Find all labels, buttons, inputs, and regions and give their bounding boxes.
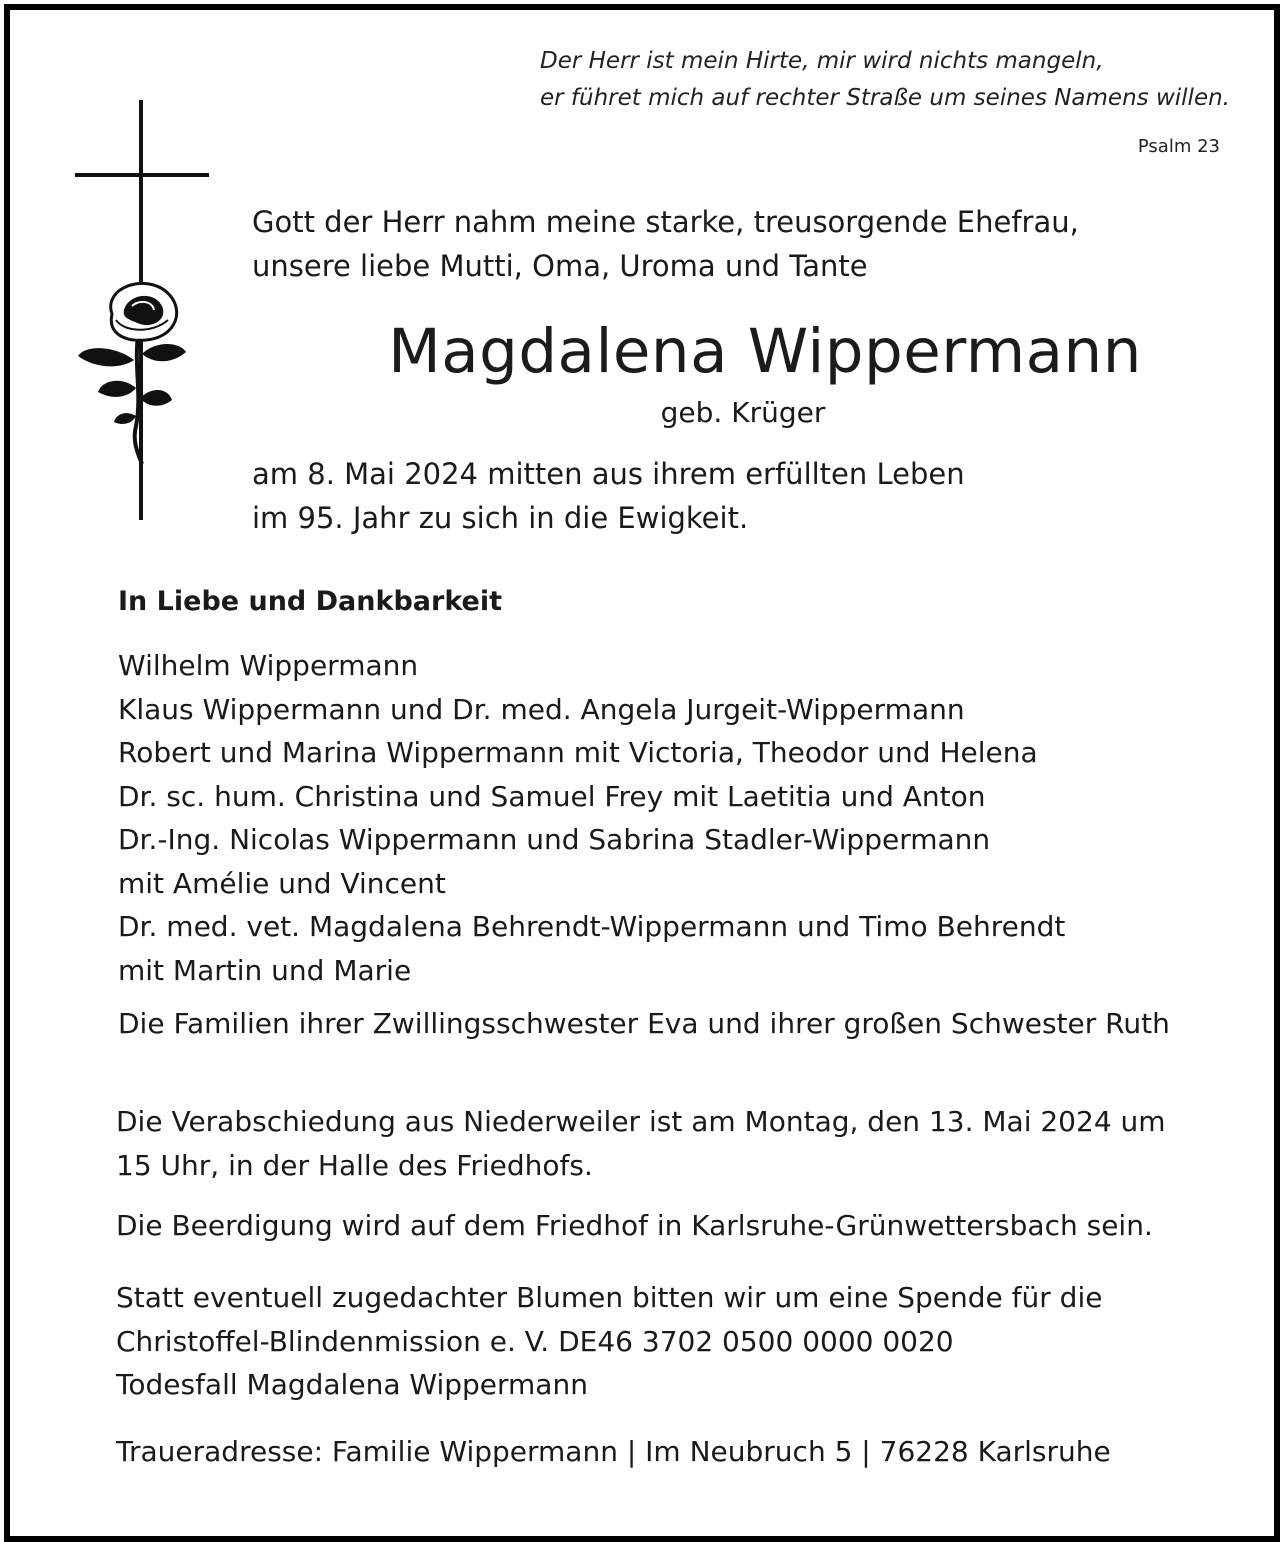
intro-text [252,200,1079,288]
mourners-heading: In Liebe und Dankbarkeit [118,586,503,617]
mourner-line: mit Martin und Marie [118,953,412,987]
farewell-line-1: Die Verabschiedung aus Niederweiler ist am Montag, den 13. Mai 2024 um [116,1105,1166,1138]
mourner-line: Robert und Marina Wippermann mit Victoria, Theodor und Helena [118,736,1038,769]
intro-line-2: unsere liebe Mutti, Oma, Uroma und Tante [252,249,868,283]
maiden-name: geb. Krüger [660,396,826,429]
donation-text [116,1276,1102,1407]
death-text [252,452,965,540]
mourner-line: Klaus Wippermann und Dr. med. Angela Jurgeit-Wippermann [118,692,965,726]
mourners-list [118,644,1065,992]
mourner-line: Wilhelm Wippermann [118,649,419,682]
mourner-line: mit Amélie und Vincent [118,866,446,900]
death-line-1: am 8. Mai 2024 mitten aus ihrem erfüllten Leben [252,457,965,491]
farewell-line-2: 15 Uhr, in der Halle des Friedhofs. [116,1148,593,1182]
siblings-line: Die Familien ihrer Zwillingsschwester Eva und ihrer großen Schwester Ruth [118,1007,1170,1040]
verse-line-2: er führet mich auf rechter Straße um seines Namens willen. [540,85,1230,111]
burial-text: Die Beerdigung wird auf dem Friedhof in Karlsruhe-Grünwettersbach sein. [116,1209,1153,1242]
intro-line-1: Gott der Herr nahm meine starke, treusorgende Ehefrau, [252,205,1079,239]
verse-reference: Psalm 23 [1137,136,1220,157]
mourner-line: Dr.-Ing. Nicolas Wippermann und Sabrina Stadler-Wippermann [118,823,991,856]
death-line-2: im 95. Jahr zu sich in die Ewigkeit. [252,501,749,535]
donation-line-3: Todesfall Magdalena Wippermann [116,1368,588,1401]
mourning-address: Traueradresse: Familie Wippermann | Im Neubruch 5 | 76228 Karlsruhe [116,1435,1111,1468]
donation-line-2: Christoffel-Blindenmission e. V. DE46 3702 0500 0000 0020 [116,1324,954,1358]
mourner-line: Dr. sc. hum. Christina und Samuel Frey mit Laetitia und Anton [118,779,986,813]
deceased-name: Magdalena Wippermann [388,316,1142,387]
donation-line-1: Statt eventuell zugedachter Blumen bitten wir um eine Spende für die [116,1281,1103,1314]
farewell-text [116,1100,1166,1187]
mourner-line: Dr. med. vet. Magdalena Behrendt-Wippermann und Timo Behrendt [118,910,1066,943]
verse-line-1: Der Herr ist mein Hirte, mir wird nichts mangeln, [540,48,1104,74]
